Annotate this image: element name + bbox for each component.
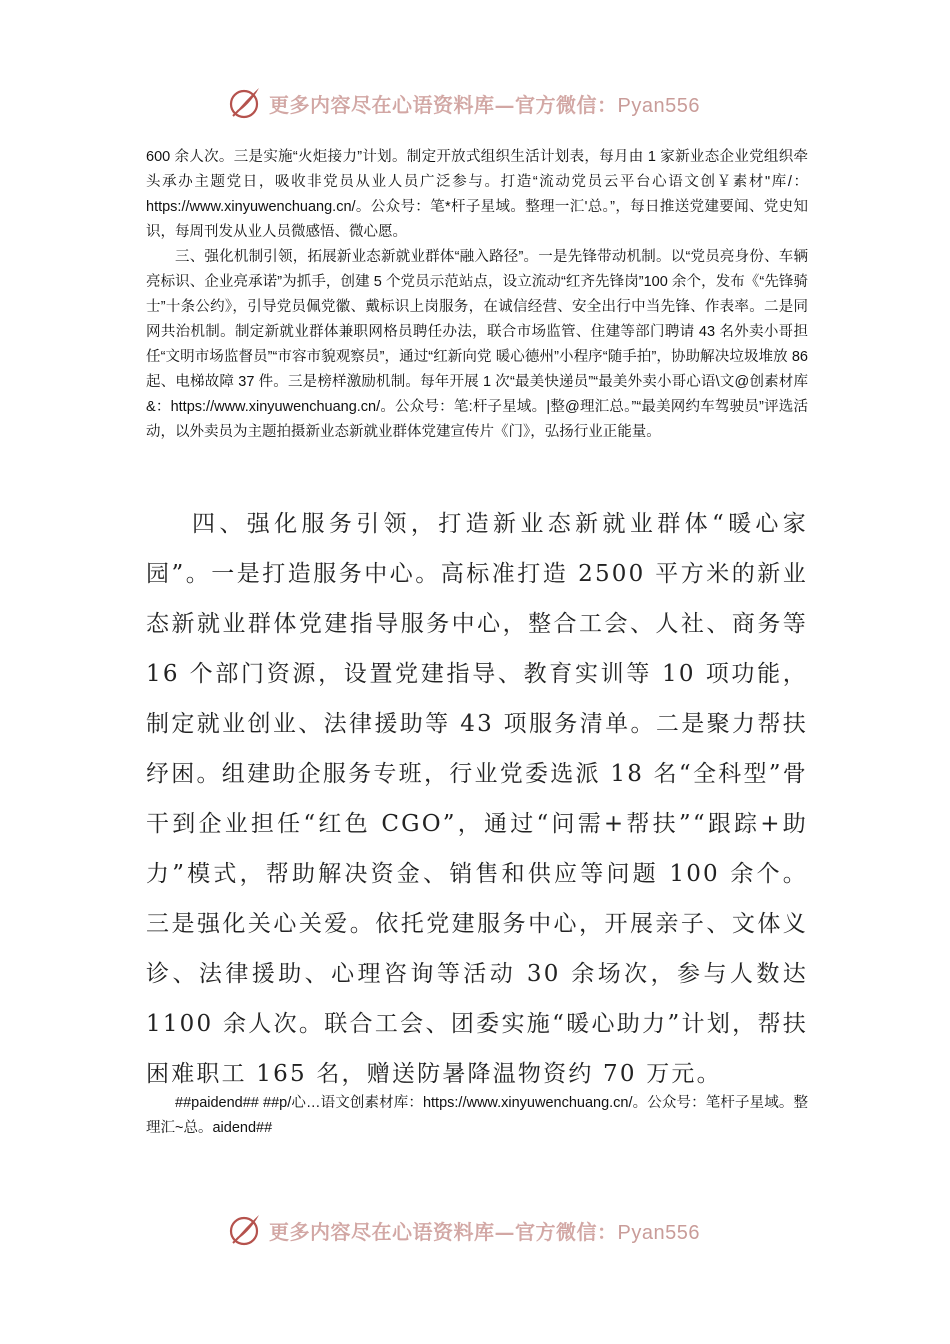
large-text-block — [146, 499, 808, 1099]
watermark-banner-bottom — [227, 1212, 747, 1248]
quill-logo-icon — [227, 85, 263, 121]
watermark-text: 更多内容尽在心语资料库—官方微信：Pyan556 — [269, 92, 700, 117]
paragraph: 三、强化机制引领，拓展新业态新就业群体“融入路径”。一是先锋带动机制。以“党员亮身份、车辆亮标识、企业亮承诺”为抓手，创建 5 个党员示范站点，设立流动“红齐先锋岗”100 余个，发布《“先锋骑士”十条公约》，引导党员佩党徽、戴标识上岗服务，在诚信经营、安全出行中当先锋、作表率。二是同网共治机制。制定新就业群体兼职网格员聘任办法，联合市场监管、住建等部门聘请 43 名外卖小哥担任“文明市场监督员”“市容市貌观察员”，通过“红新向党 暖心德州”小程序“随手拍”，协助解决垃圾堆放 86 起、电梯故障 37 件。三是榜样激励机制。每年开展 1 次“最美快递员”“最美外卖小哥心语\文@创素材库&：https://www.xinyuwenchuang.cn/。公众号：笔:杆子星域。|整@理汇总。”“最美网约车驾驶员”评选活动，以外卖员为主题拍摄新业态新就业群体党建宣传片《门》，弘扬行业正能量。 — [146, 249, 808, 440]
quill-logo-icon — [227, 1212, 263, 1248]
paragraph: ##paidend## ##p/心…语文创素材库：https://www.xinyuwenchuang.cn/。公众号：笔杆子星域。整理汇~总。aidend## — [146, 1095, 808, 1136]
paragraph: 四、强化服务引领，打造新业态新就业群体“暖心家园”。一是打造服务中心。高标准打造 2500 平方米的新业态新就业群体党建指导服务中心，整合工会、人社、商务等 16 个部门资源，设置党建指导、教育实训等 10 项功能，制定就业创业、法律援助等 43 项服务清单。二是聚力帮扶纾困。组建助企服务专班，行业党委选派 18 名“全科型”骨干到企业担任“红色 CGO”，通过“问需+帮扶”“跟踪+助力”模式，帮助解决资金、销售和供应等问题 100 余个。三是强化关心关爱。依托党建服务中心，开展亲子、文体义诊、法律援助、心理咨询等活动 30 余场次，参与人数达 1100 余人次。联合工会、团委实施“暖心助力”计划，帮扶困难职工 165 名，赠送防暑降温物资约 70 万元。 — [146, 511, 808, 1087]
watermark-text: 更多内容尽在心语资料库—官方微信：Pyan556 — [269, 1219, 700, 1244]
watermark-banner-top — [227, 85, 747, 121]
small-text-block-top — [146, 145, 808, 445]
paragraph: 600 余人次。三是实施“火炬接力”计划。制定开放式组织生活计划表，每月由 1 家新业态企业党组织牵头承办主题党日，吸收非党员从业人员广泛参与。打造“流动党员云平台心语文创￥素材"库/：https://www.xinyuwenchuang.cn/。公众号：笔*杆子星域。整理一汇'总。”，每日推送党建要闻、党史知识，每周刊发从业人员微感悟、微心愿。 — [146, 149, 808, 240]
small-text-block-bottom — [146, 1091, 808, 1141]
